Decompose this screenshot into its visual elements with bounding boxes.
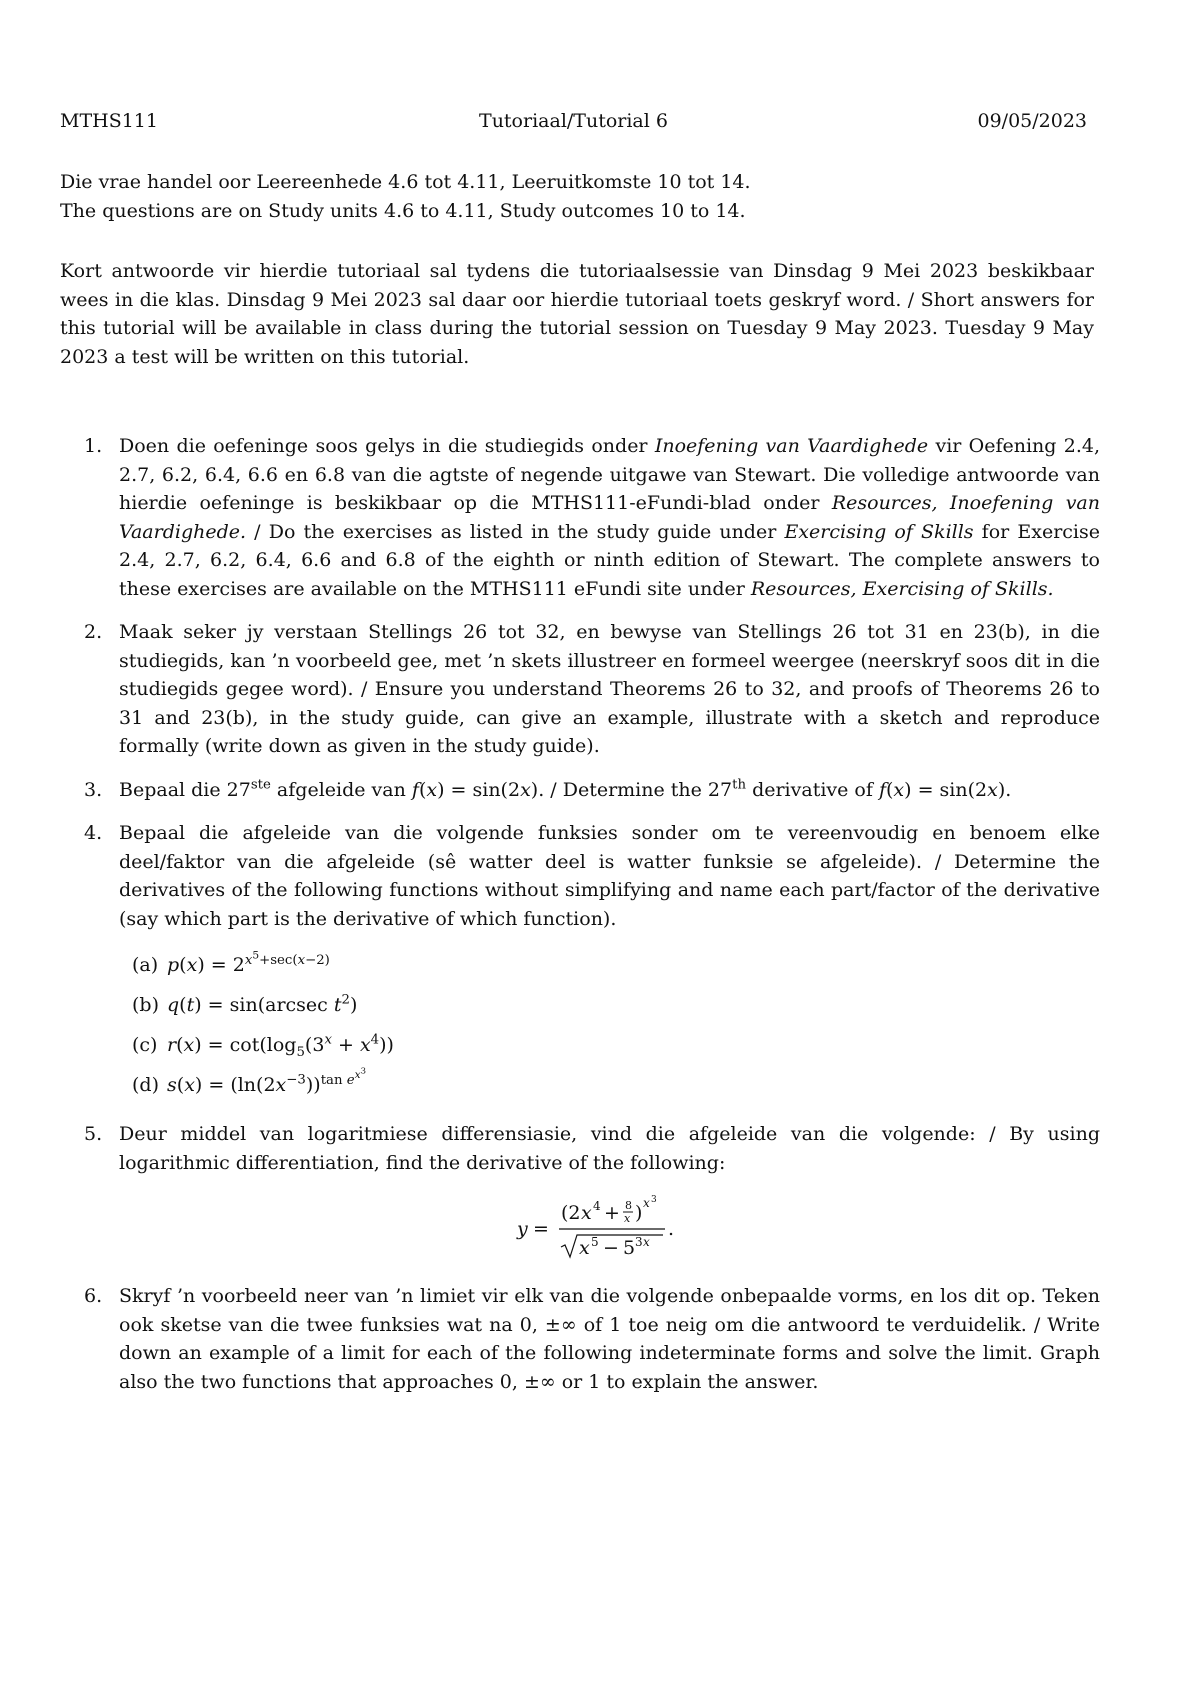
svg-text:8: 8	[624, 1199, 632, 1212]
svg-text:+: +	[603, 1202, 620, 1224]
subquestion-label: (d)	[132, 1074, 159, 1096]
subquestion-label: (a)	[132, 954, 159, 976]
question-text: for Exercise 2.4, 2.7, 6.2, 6.4, 6.6 and 6.8 of the eighth or ninth edition of Stewart. The complete answers to these exercises are available on the MTHS111 eFundi site under	[119, 520, 1100, 600]
document-date: 09/05/2023	[977, 110, 1087, 132]
emphasis-text: Exercising of Skills	[784, 520, 974, 543]
svg-text:x: x	[642, 1196, 650, 1210]
scope-line-english: The questions are on Study units 4.6 to 4.11, Study outcomes 10 to 14.	[60, 199, 746, 222]
answers-notice-text: Kort antwoorde vir hierdie tutoriaal sal tydens die tutoriaalsessie van Dinsdag 9 Mei 2023 beskikbaar wees in die klas. Dinsdag 9 Mei 2023 sal daar oor hierdie tutoriaal toets geskryf word. / Short answers for this tutorial will be available in class during the tutorial session on Tuesday 9 May 2023. Tuesday 9 May 2023 a test will be written on this tutorial.	[60, 260, 1094, 368]
subquestion-d	[119, 1065, 1100, 1105]
question-number: 2.	[84, 621, 103, 643]
answers-notice	[60, 257, 1094, 371]
svg-text:3: 3	[650, 1195, 657, 1205]
math-expression: f	[411, 778, 419, 801]
question-text: derivative of	[746, 778, 879, 801]
svg-text:x: x	[642, 1235, 650, 1249]
question-5	[60, 1120, 1100, 1267]
question-2	[60, 618, 1100, 761]
question-number: 3.	[84, 778, 103, 801]
question-text: .	[1005, 778, 1012, 801]
emphasis-text: Inoefening van Vaardighede	[654, 435, 929, 457]
svg-text:5: 5	[622, 1237, 635, 1259]
emphasis-text: Resources, Inoefening van Vaardighede.	[119, 492, 1100, 543]
subquestion-b	[119, 985, 1100, 1025]
question-6	[60, 1282, 1100, 1396]
question-number: 6.	[84, 1285, 103, 1307]
question-text: afgeleide van	[270, 778, 412, 801]
course-code: MTHS111	[60, 110, 158, 132]
formula: $s(x) = (\ln(2x^{-3}))^{tan e^{x^3}}$	[167, 1066, 367, 1096]
emphasis-text: Resources, Exercising of Skills.	[750, 577, 1054, 600]
svg-text:=: =	[532, 1218, 549, 1240]
svg-text:−: −	[602, 1237, 619, 1259]
subquestion-a	[119, 945, 1100, 985]
question-text: Deur middel van logaritmiese differensiasie, vind die afgeleide van die volgende: / By using logarithmic differentiation, find the derivative of the following:	[119, 1123, 1100, 1174]
question-text: Skryf ’n voorbeeld neer van ’n limiet vir elk van die volgende onbepaalde vorms, en los dit op. Teken ook sketse van die twee funksies wat na 0, ±∞ of 1 toe neig om die antwoord te verduidelik. / Write down an example of a limit for each of the following indeterminate forms and solve the limit. Graph also the two functions that approaches 0, ±∞ or 1 to explain the answer.	[119, 1285, 1100, 1393]
math-expression: f	[878, 778, 886, 801]
question-text: Bepaal die afgeleide van die volgende funksies sonder om te vereenvoudig en benoem elke deel/faktor van die afgeleide (sê watter deel is watter funksie se afgeleide). / Determine the derivatives of the following functions without simplifying and name each part/factor of the derivative (say which part is the derivative of which function).	[119, 822, 1100, 930]
question-4	[60, 819, 1100, 1105]
question-text: . / Determine the 27	[538, 778, 733, 801]
page-header	[60, 110, 1087, 140]
fraction-formula	[515, 1191, 705, 1267]
question-3: 3. Bepaal die 27ste afgeleide van f(x) = sin(2x). / Determine the 27th derivative of f(x) = sin(2x).	[60, 776, 1100, 805]
question-text: vir Oefening 2.4, 2.7, 6.2, 6.4, 6.6 en 6.8 van die agtste of negende uitgawe van Stewart. Die volledige antwoorde van hierdie oefeninge is beskikbaar op die MTHS111-eFundi-blad onder	[119, 435, 1101, 514]
scope-line-afrikaans: Die vrae handel oor Leereenhede 4.6 tot 4.11, Leeruitkomste 10 tot 14.	[60, 171, 751, 193]
document-title: Tutoriaal/Tutorial 6	[479, 110, 668, 132]
svg-text:y: y	[516, 1218, 528, 1240]
svg-text:x: x	[623, 1212, 630, 1225]
display-formula	[119, 1191, 1100, 1267]
question-text: Maak seker jy verstaan Stellings 26 tot 32, en bewyse van Stellings 26 tot 31 en 23(b), in die studiegids, kan ’n voorbeeld gee, met ’n skets illustreer en formeel weergee (neerskryf soos dit in die studiegids gegee word). / Ensure you understand Theorems 26 to 32, and proofs of Theorems 26 to 31 and 23(b), in the study guide, can give an example, illustrate with a sketch and reproduce formally (write down as given in the study guide).	[119, 621, 1100, 757]
subquestion-c	[119, 1025, 1100, 1065]
svg-text:x: x	[578, 1237, 590, 1259]
question-text: / Do the exercises as listed in the study guide under	[246, 520, 785, 543]
svg-text:5: 5	[590, 1235, 599, 1249]
subquestion-label: (b)	[132, 994, 159, 1016]
svg-text:.: .	[667, 1218, 674, 1240]
svg-text:): )	[634, 1202, 642, 1224]
svg-text:4: 4	[592, 1199, 601, 1213]
formula: $p(x) = 2^{x^5+sec(x-2)}$	[167, 948, 330, 976]
svg-text:x: x	[580, 1202, 592, 1224]
question-text: Bepaal die 27	[119, 778, 251, 801]
svg-text:(2: (2	[560, 1202, 581, 1224]
question-number: 5.	[84, 1123, 103, 1145]
formula: $r(x) = \cot(\log_5(3^x + x^4))$	[167, 1032, 394, 1060]
question-number: 1.	[84, 435, 103, 457]
question-text: Doen die oefeninge soos gelys in die studiegids onder	[119, 435, 655, 457]
question-list	[60, 432, 1100, 1411]
formula: q(t) = sin(arcsec $t^2$)	[167, 992, 358, 1016]
subquestion-list	[119, 945, 1100, 1105]
scope-statement	[60, 168, 1094, 225]
ordinal-suffix: th	[732, 777, 747, 793]
ordinal-suffix: ste	[250, 777, 271, 793]
question-number: 4.	[84, 822, 103, 844]
subquestion-label: (c)	[132, 1034, 158, 1056]
svg-text:3: 3	[634, 1235, 643, 1249]
question-1	[60, 432, 1100, 603]
